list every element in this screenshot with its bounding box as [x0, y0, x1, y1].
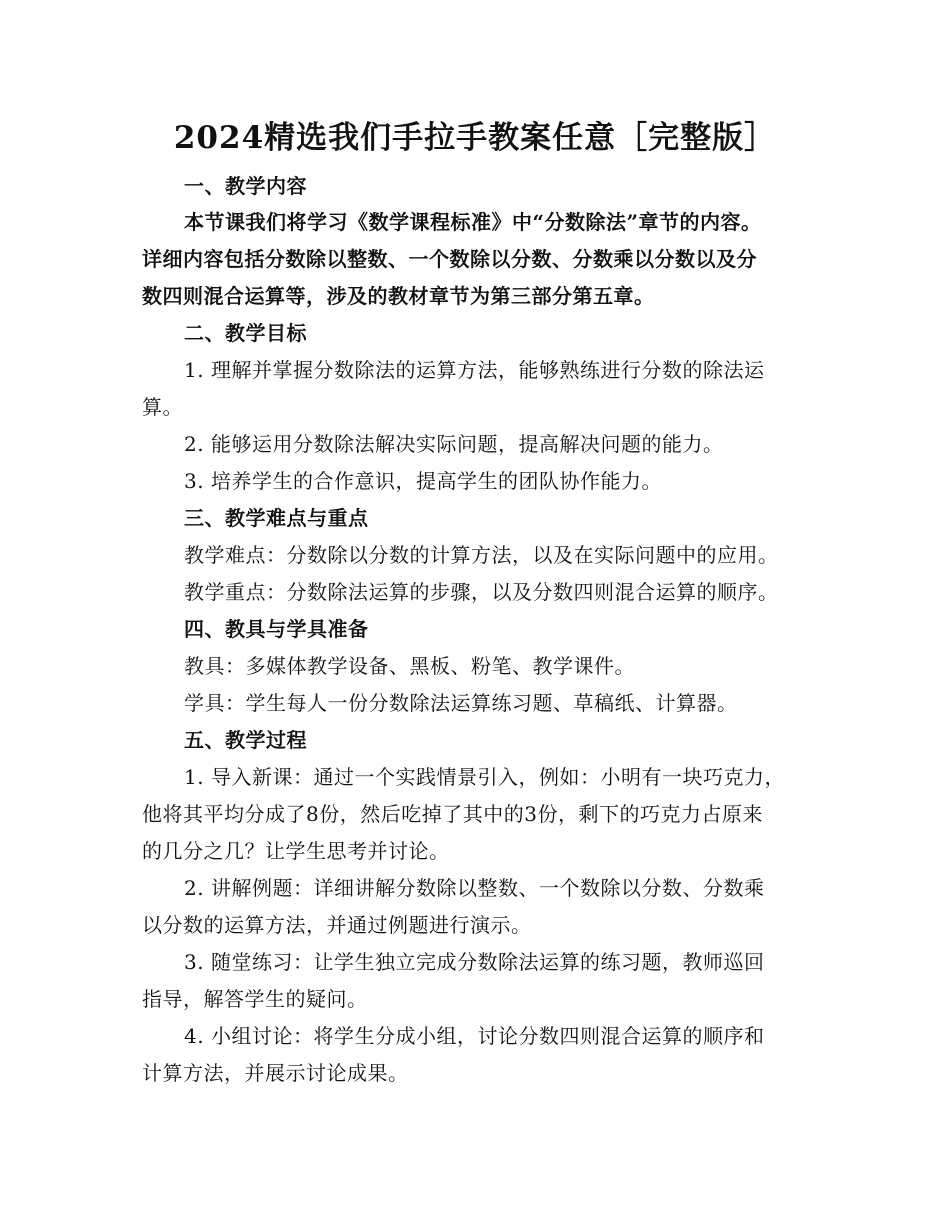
paragraph-line: 学具：学生每人一份分数除法运算练习题、草稿纸、计算器。: [184, 691, 738, 715]
document-title: 2024精选我们手拉手教案任意［完整版］: [173, 120, 777, 156]
section-heading: 二、教学目标: [184, 321, 307, 345]
paragraph-line: 算。: [142, 395, 183, 419]
paragraph-line: 数四则混合运算等，涉及的教材章节为第三部分第五章。: [142, 284, 655, 308]
paragraph-line: 1. 理解并掌握分数除法的运算方法，能够熟练进行分数的除法运: [184, 358, 765, 382]
section-heading: 四、教具与学具准备: [184, 617, 369, 641]
paragraph-line: 教学难点：分数除以分数的计算方法，以及在实际问题中的应用。: [184, 543, 779, 567]
paragraph-line: 本节课我们将学习《数学课程标准》中“分数除法”章节的内容。: [184, 210, 762, 234]
paragraph-line: 4. 小组讨论：将学生分成小组，讨论分数四则混合运算的顺序和: [184, 1024, 765, 1048]
paragraph-line: 3. 培养学生的合作意识，提高学生的团队协作能力。: [184, 469, 662, 493]
paragraph-line: 计算方法，并展示讨论成果。: [142, 1061, 409, 1085]
paragraph-line: 教学重点：分数除法运算的步骤，以及分数四则混合运算的顺序。: [184, 580, 779, 604]
paragraph-line: 2. 能够运用分数除法解决实际问题，提高解决问题的能力。: [184, 432, 724, 456]
paragraph-line: 2. 讲解例题：详细讲解分数除以整数、一个数除以分数、分数乘: [184, 876, 765, 900]
section-heading: 五、教学过程: [184, 728, 307, 752]
paragraph-line: 教具：多媒体教学设备、黑板、粉笔、教学课件。: [184, 654, 635, 678]
paragraph-line: 详细内容包括分数除以整数、一个数除以分数、分数乘以分数以及分: [142, 247, 757, 271]
paragraph-line: 1. 导入新课：通过一个实践情景引入，例如：小明有一块巧克力，: [184, 765, 785, 789]
paragraph-line: 3. 随堂练习：让学生独立完成分数除法运算的练习题，教师巡回: [184, 950, 765, 974]
section-heading: 一、教学内容: [184, 174, 307, 198]
paragraph-line: 的几分之几？让学生思考并讨论。: [142, 839, 450, 863]
paragraph-line: 他将其平均分成了8份，然后吃掉了其中的3份，剩下的巧克力占原来: [142, 802, 763, 826]
paragraph-line: 以分数的运算方法，并通过例题进行演示。: [142, 913, 532, 937]
paragraph-line: 指导，解答学生的疑问。: [142, 987, 368, 1011]
section-heading: 三、教学难点与重点: [184, 506, 369, 530]
